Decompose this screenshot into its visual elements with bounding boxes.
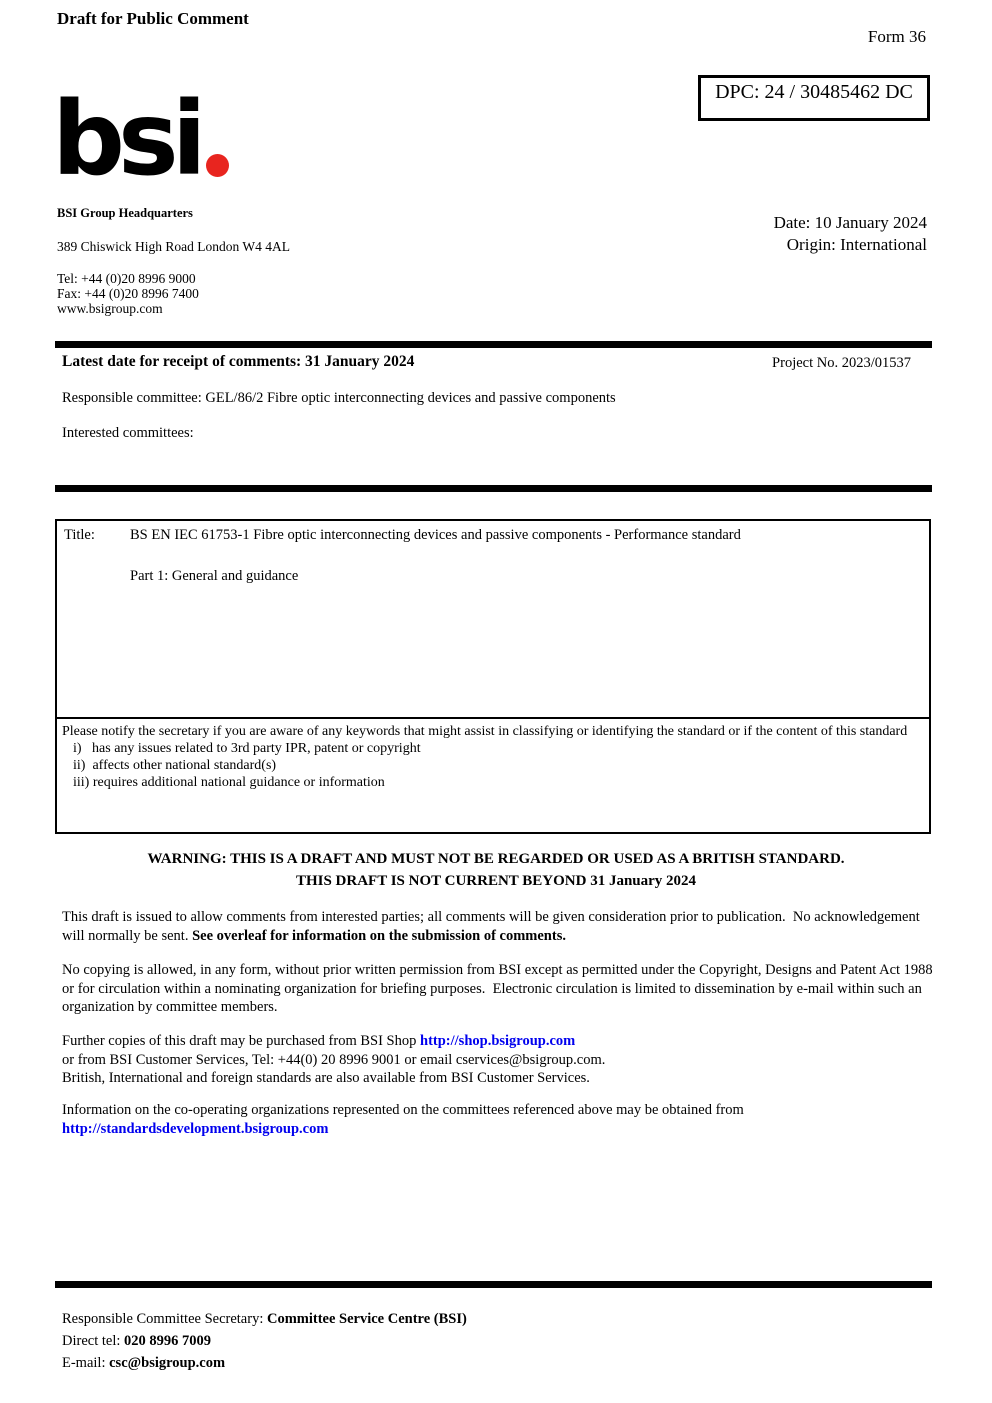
keywords-item-1: i) has any issues related to 3rd party IPR, patent or copyright (73, 741, 421, 756)
bsi-logo (52, 80, 229, 200)
horizontal-rule-bottom (55, 1281, 932, 1288)
draft-warning (0, 848, 992, 892)
draft-for-public-comment-heading: Draft for Public Comment (57, 9, 249, 28)
further-copies-paragraph (62, 1032, 934, 1088)
date-origin-block (774, 212, 927, 256)
hq-address: 389 Chiswick High Road London W4 4AL (57, 239, 290, 254)
keywords-item-2: ii) affects other national standard(s) (73, 758, 277, 773)
no-copying-paragraph: No copying is allowed, in any form, without prior written permission from BSI except as permitted under the Copyright, Designs and Patent Act 1988 or for circulation within a nominating organization for briefing purposes. Electronic circulation is limited to dissemination by e-mail within such an organization by committee members. (62, 962, 937, 1015)
standards-development-link[interactable]: http://standardsdevelopment.bsigroup.com (62, 1120, 329, 1137)
dpc-number-box (698, 75, 930, 121)
origin: Origin: International (786, 235, 927, 254)
title-label: Title: (64, 527, 95, 543)
form-number: Form 36 (867, 27, 926, 46)
direct-tel-value: 020 8996 7009 (124, 1333, 212, 1349)
bsi-shop-link[interactable]: http://shop.bsigroup.com (420, 1033, 576, 1049)
responsible-committee: Responsible committee: GEL/86/2 Fibre optic interconnecting devices and passive components (62, 390, 616, 406)
project-number: Project No. 2023/01537 (772, 355, 911, 371)
hq-label: BSI Group Headquarters (57, 206, 193, 220)
bsi-logo-text: bsi (52, 80, 200, 200)
latest-date-for-comments: Latest date for receipt of comments: 31 January 2024 (62, 353, 415, 370)
draft-warning-line1: WARNING: THIS IS A DRAFT AND MUST NOT BE REGARDED OR USED AS A BRITISH STANDARD. (147, 851, 845, 867)
dpc-number: DPC: 24 / 30485462 DC (715, 81, 913, 103)
standard-title: BS EN IEC 61753-1 Fibre optic interconnecting devices and passive components - Performance standard (130, 527, 741, 543)
keywords-notice-box (55, 717, 931, 834)
secretary-line (62, 1308, 467, 1330)
issued-paragraph (62, 908, 934, 945)
bsi-logo-red-dot-icon (206, 154, 229, 177)
cooperating-orgs-text: Information on the co-operating organizations represented on the committees referenced above may be obtained from (62, 1102, 744, 1118)
email-value: csc@bsigroup.com (109, 1355, 226, 1371)
further-copies-line1 (62, 1032, 934, 1051)
cooperating-orgs-paragraph (62, 1101, 934, 1138)
issued-paragraph-text: This draft is issued to allow comments from interested parties; all comments will be given consideration prior to publication. No acknowledgement will normally be sent. (62, 909, 924, 944)
secretary-block (62, 1308, 467, 1374)
title-box (55, 519, 931, 719)
secretary-value: Committee Service Centre (BSI) (266, 1311, 467, 1327)
further-copies-prefix: Further copies of this draft may be purchased from BSI Shop (62, 1033, 420, 1049)
standard-part: Part 1: General and guidance (130, 568, 299, 584)
horizontal-rule-middle (55, 485, 932, 492)
hq-tel: Tel: +44 (0)20 8996 9000 (57, 271, 196, 286)
secretary-label: Responsible Committee Secretary: (62, 1311, 267, 1327)
direct-tel-line (62, 1330, 467, 1352)
horizontal-rule-top (55, 341, 932, 348)
direct-tel-label: Direct tel: (62, 1333, 125, 1349)
keywords-intro: Please notify the secretary if you are aware of any keywords that might assist in classifying or identifying the standard or if the content of this standard (62, 724, 908, 739)
hq-website: www.bsigroup.com (57, 301, 163, 316)
further-copies-line3: British, International and foreign standards are also available from BSI Customer Services. (62, 1070, 590, 1086)
keywords-item-3: iii) requires additional national guidance or information (73, 775, 385, 790)
email-line (62, 1352, 467, 1374)
hq-fax: Fax: +44 (0)20 8996 7400 (57, 286, 199, 301)
issued-paragraph-bold: See overleaf for information on the submission of comments. (192, 927, 566, 944)
issue-date: Date: 10 January 2024 (773, 213, 927, 232)
email-label: E-mail: (62, 1355, 110, 1371)
further-copies-line2: or from BSI Customer Services, Tel: +44(0) 20 8996 9001 or email cservices@bsigroup.com. (62, 1051, 606, 1068)
draft-warning-line2: THIS DRAFT IS NOT CURRENT BEYOND 31 January 2024 (295, 873, 697, 889)
interested-committees: Interested committees: (62, 425, 194, 441)
